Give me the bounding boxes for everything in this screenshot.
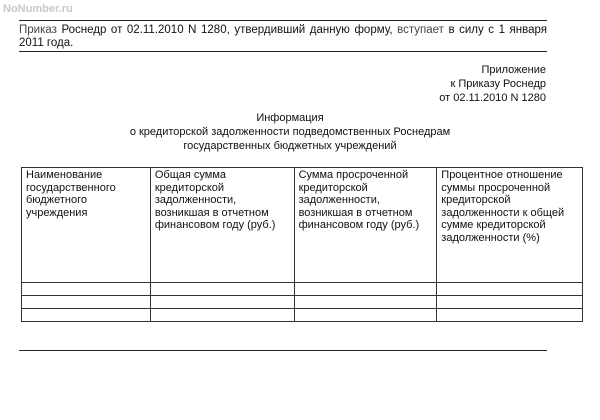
notice-text: Роснедр от 02.11.2010 N 1280, утвердивший данную форму, — [56, 24, 398, 36]
table-cell — [294, 296, 437, 309]
table-cell — [150, 309, 294, 322]
divider-notice-bottom — [19, 51, 547, 52]
table-cell — [294, 283, 437, 296]
appendix-line: к Приказу Роснедр — [450, 78, 546, 90]
title-line: государственных бюджетных учреждений — [183, 140, 397, 152]
appendix-line: от 02.11.2010 N 1280 — [439, 92, 546, 104]
appendix-line: Приложение — [481, 64, 546, 76]
divider-top — [19, 20, 547, 21]
table-cell — [437, 296, 583, 309]
header-percent: Процентное отношение суммы просроченной кредиторской задолженности к общей сумме кредиторской задолженности (%) — [437, 168, 583, 283]
title-line: Информация — [256, 112, 324, 124]
watermark: NoNumber.ru — [3, 3, 73, 15]
header-overdue-debt: Сумма просроченной кредиторской задолженности, возникшая в отчетном финансовом году (руб.) — [294, 168, 437, 283]
debt-table — [21, 167, 583, 322]
header-total-debt: Общая сумма кредиторской задолженности, возникшая в отчетном финансовом году (руб.) — [150, 168, 294, 283]
table-cell — [437, 309, 583, 322]
table-row — [22, 309, 583, 322]
appendix-header — [439, 63, 546, 105]
table-row — [22, 296, 583, 309]
table-cell — [150, 283, 294, 296]
table-cell — [22, 309, 151, 322]
divider-bottom — [19, 350, 547, 351]
table-row — [22, 283, 583, 296]
table-cell — [22, 283, 151, 296]
table-cell — [22, 296, 151, 309]
table-cell — [437, 283, 583, 296]
title-line: о кредиторской задолженности подведомственных Роснедрам — [129, 126, 451, 138]
header-institution: Наименование государственного бюджетного учреждения — [22, 168, 151, 283]
document-title — [100, 111, 480, 153]
table-header-row — [22, 168, 583, 283]
effective-date-notice — [19, 24, 547, 50]
table-cell — [150, 296, 294, 309]
notice-link-order[interactable]: Приказ — [19, 24, 57, 36]
notice-link-effective[interactable]: вступает — [397, 24, 444, 36]
table-cell — [294, 309, 437, 322]
notice-text-end: в силу с 1 января 2011 года. — [19, 24, 547, 49]
